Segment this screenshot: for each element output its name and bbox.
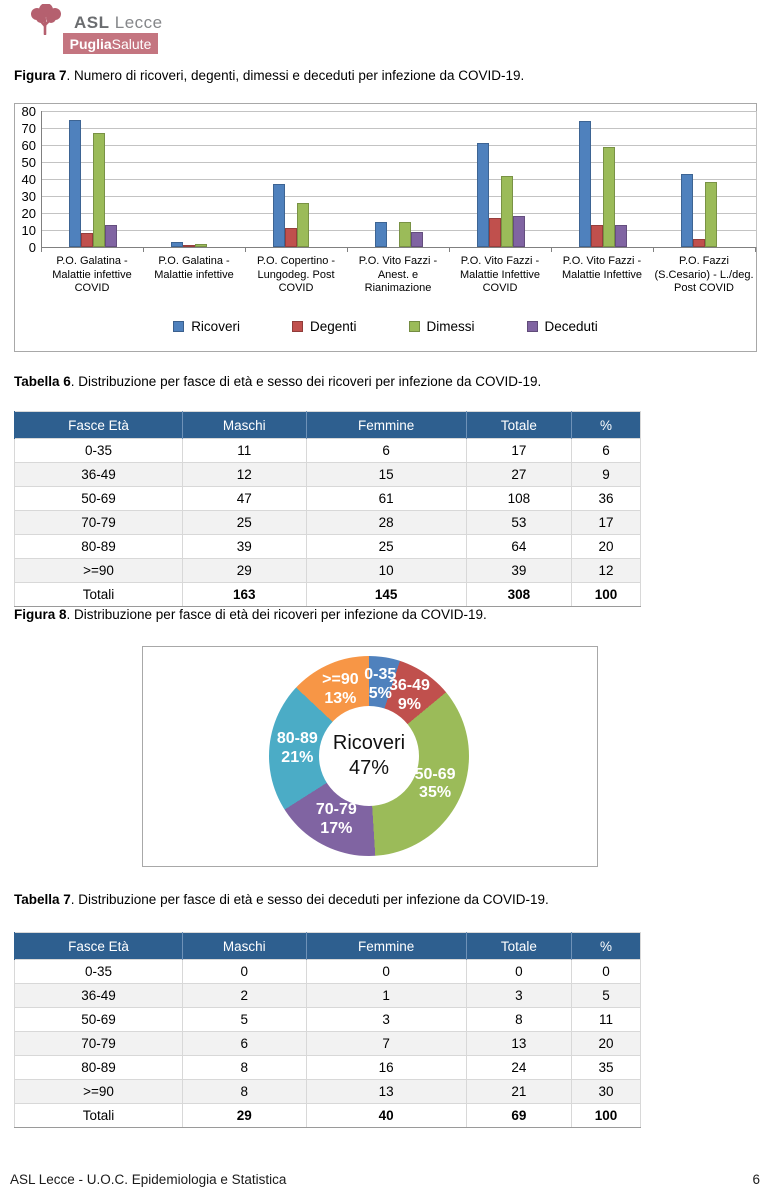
donut-center-title: Ricoveri [332, 732, 406, 754]
bar-degenti [591, 225, 603, 247]
bar-dimessi [603, 147, 615, 247]
table-cell: 53 [466, 511, 571, 535]
brand-lecce: Lecce [114, 13, 163, 32]
tabella7-caption-label: Tabella 7 [14, 892, 71, 907]
bar-ricoveri [681, 174, 693, 247]
y-axis-tick-label: 20 [21, 205, 36, 221]
table-cell: 29 [183, 1104, 307, 1128]
brand-asl: ASL [74, 13, 110, 32]
legend-item [527, 319, 598, 334]
slice-percent: 5% [368, 684, 392, 702]
table-header-cell: % [572, 933, 641, 960]
slice-percent: 9% [397, 696, 422, 714]
table-cell: 30 [572, 1080, 641, 1104]
slice-percent: 21% [281, 749, 314, 767]
bar-deceduti [105, 225, 117, 247]
bar-degenti [183, 245, 195, 247]
table-cell: 0 [306, 960, 466, 984]
table-cell: 308 [466, 583, 571, 607]
table-cell: >=90 [15, 1080, 183, 1104]
bar-dimessi [297, 203, 309, 247]
table-cell: 12 [572, 559, 641, 583]
slice-name: 70-79 [315, 801, 357, 819]
legend-label: Dimessi [426, 319, 475, 334]
table-cell: 6 [306, 439, 466, 463]
table-row [15, 1008, 641, 1032]
bar-x-axis-ticks [41, 248, 756, 252]
table-cell: 64 [466, 535, 571, 559]
asl-tree-logo-icon [24, 4, 68, 35]
x-axis-category-label: P.O. Fazzi (S.Cesario) - L./deg. Post COVID [654, 255, 754, 294]
figura7-caption-label: Figura 7 [14, 68, 67, 83]
x-axis-category-label: P.O. Galatina - Malattie infettive COVID [52, 255, 132, 294]
bar-x-axis-labels [41, 255, 755, 296]
bar-dimessi [195, 244, 207, 247]
table-row [15, 439, 641, 463]
legend-swatch-icon [527, 321, 538, 332]
table-row [15, 1056, 641, 1080]
table-cell: 145 [306, 583, 466, 607]
table-row [15, 559, 641, 583]
asl-lecce-logo [24, 4, 204, 54]
table-cell: 16 [306, 1056, 466, 1080]
table-cell: 5 [572, 984, 641, 1008]
bar-deceduti [411, 232, 423, 247]
table-header-cell: Maschi [183, 933, 307, 960]
page-number: 6 [752, 1172, 760, 1187]
table-cell: 0 [183, 960, 307, 984]
table-header-cell: Femmine [306, 412, 466, 439]
y-axis-tick-label: 60 [21, 137, 36, 153]
table-cell: 0-35 [15, 960, 183, 984]
table-header-row [15, 933, 641, 960]
table-header-cell: Maschi [183, 412, 307, 439]
donut-slice-label [322, 671, 358, 709]
table-cell: 15 [306, 463, 466, 487]
table-cell: 17 [572, 511, 641, 535]
table-cell: 36 [572, 487, 641, 511]
slice-percent: 35% [419, 784, 452, 802]
table-cell: 70-79 [15, 1032, 183, 1056]
table-cell: 9 [572, 463, 641, 487]
table-cell: Totali [15, 1104, 183, 1128]
axis-tick [552, 248, 654, 252]
bar-deceduti [513, 216, 525, 247]
slice-name: 36-49 [389, 677, 430, 695]
table-cell: 163 [183, 583, 307, 607]
bar-group [654, 111, 756, 247]
bar-degenti [693, 239, 705, 248]
bar-chart-legend [15, 319, 756, 334]
slice-percent: 13% [324, 689, 357, 707]
table-cell: 24 [466, 1056, 571, 1080]
x-axis-category-label: P.O. Copertino - Lungodeg. Post COVID [256, 255, 336, 294]
table-cell: 28 [306, 511, 466, 535]
donut-slice-label [415, 766, 456, 804]
donut-center-value: 47% [348, 757, 390, 779]
table-cell: 21 [466, 1080, 571, 1104]
table-cell: 10 [306, 559, 466, 583]
table-cell: 39 [183, 535, 307, 559]
slice-name: 80-89 [276, 730, 318, 748]
donut-ring [269, 656, 469, 856]
legend-swatch-icon [292, 321, 303, 332]
slice-name: 0-35 [364, 666, 397, 683]
figura8-donut-chart [142, 646, 598, 867]
table-cell: 47 [183, 487, 307, 511]
table-totals-row [15, 1104, 641, 1128]
table-row [15, 535, 641, 559]
bar-degenti [285, 228, 297, 247]
table-cell: 0 [572, 960, 641, 984]
bar-dimessi [705, 182, 717, 247]
brand-title [74, 13, 163, 33]
y-axis-tick-label: 0 [28, 239, 36, 255]
table-cell: 6 [183, 1032, 307, 1056]
table-cell: 3 [466, 984, 571, 1008]
table-row [15, 1032, 641, 1056]
table-header-cell: % [572, 412, 641, 439]
figura7-caption [14, 68, 759, 83]
table-cell: 29 [183, 559, 307, 583]
table-cell: 8 [183, 1080, 307, 1104]
table-cell: 8 [466, 1008, 571, 1032]
table-cell: 20 [572, 1032, 641, 1056]
x-axis-category-label: P.O. Galatina - Malattie infettive [154, 255, 234, 281]
bar-ricoveri [69, 120, 81, 248]
bar-ricoveri [579, 121, 591, 247]
legend-item [409, 319, 475, 334]
y-axis-tick-label: 70 [21, 120, 36, 136]
table-cell: 27 [466, 463, 571, 487]
table-cell: 70-79 [15, 511, 183, 535]
bar-degenti [81, 233, 93, 247]
y-axis-tick-label: 30 [21, 188, 36, 204]
legend-swatch-icon [409, 321, 420, 332]
bar-y-axis [15, 104, 38, 264]
table-cell: 5 [183, 1008, 307, 1032]
axis-tick [42, 248, 144, 252]
x-axis-category-label: P.O. Vito Fazzi - Malattie Infettive [561, 255, 643, 281]
table-header-cell: Fasce Età [15, 412, 183, 439]
figura7-bar-chart [14, 103, 757, 352]
table-cell: 8 [183, 1056, 307, 1080]
donut-slice-label [316, 801, 357, 839]
legend-item [292, 319, 357, 334]
axis-tick [144, 248, 246, 252]
table-header-row [15, 412, 641, 439]
legend-label: Deceduti [544, 319, 598, 334]
bar-ricoveri [375, 222, 387, 248]
tabella6-table [14, 411, 641, 607]
x-axis-category-label: P.O. Vito Fazzi - Anest. e Rianimazione [358, 255, 438, 294]
figura8-caption [14, 607, 759, 622]
table-cell: 11 [572, 1008, 641, 1032]
figura7-caption-text: . Numero di ricoveri, degenti, dimessi e deceduti per infezione da COVID-19. [66, 68, 525, 83]
table-row [15, 487, 641, 511]
table-cell: Totali [15, 583, 183, 607]
bar-ricoveri [477, 143, 489, 247]
table-cell: 0-35 [15, 439, 183, 463]
bar-group [144, 111, 246, 247]
table-row [15, 463, 641, 487]
footer-text: ASL Lecce - U.O.C. Epidemiologia e Statistica [10, 1172, 287, 1187]
table-cell: 50-69 [15, 487, 183, 511]
slice-name: 50-69 [414, 765, 456, 783]
table-cell: 100 [572, 1104, 641, 1128]
table-header-cell: Fasce Età [15, 933, 183, 960]
legend-swatch-icon [173, 321, 184, 332]
bar-plot [41, 111, 757, 248]
tabella6-caption-text: . Distribuzione per fasce di età e sesso dei ricoveri per infezione da COVID-19. [70, 374, 542, 389]
bar-dimessi [399, 222, 411, 248]
slice-name: >=90 [322, 671, 359, 689]
tabella7-table [14, 932, 641, 1128]
table-cell: 80-89 [15, 535, 183, 559]
puglia-salute-badge [63, 33, 158, 54]
table-cell: >=90 [15, 559, 183, 583]
donut-slice-label [389, 678, 430, 716]
table-cell: 36-49 [15, 984, 183, 1008]
table-cell: 61 [306, 487, 466, 511]
table-cell: 0 [466, 960, 571, 984]
table-cell: 80-89 [15, 1056, 183, 1080]
table-cell: 20 [572, 535, 641, 559]
bar-group [450, 111, 552, 247]
table-cell: 3 [306, 1008, 466, 1032]
table-cell: 69 [466, 1104, 571, 1128]
table-header-cell: Totale [466, 933, 571, 960]
bar-degenti [489, 218, 501, 247]
legend-label: Ricoveri [191, 319, 240, 334]
table-cell: 40 [306, 1104, 466, 1128]
badge-puglia: Puglia [69, 35, 112, 52]
bar-dimessi [501, 176, 513, 247]
table-row [15, 1080, 641, 1104]
table-cell: 7 [306, 1032, 466, 1056]
table-cell: 1 [306, 984, 466, 1008]
bar-deceduti [615, 225, 627, 247]
tabella7-caption [14, 892, 759, 907]
table-header-cell: Femmine [306, 933, 466, 960]
table-row [15, 511, 641, 535]
donut-slice-label [277, 730, 318, 768]
figura8-caption-label: Figura 8 [14, 607, 67, 622]
table-cell: 39 [466, 559, 571, 583]
axis-tick [246, 248, 348, 252]
bar-dimessi [93, 133, 105, 247]
y-axis-tick-label: 40 [21, 171, 36, 187]
table-cell: 25 [306, 535, 466, 559]
tabella6-caption [14, 374, 759, 389]
axis-tick [654, 248, 756, 252]
table-cell: 35 [572, 1056, 641, 1080]
table-cell: 13 [466, 1032, 571, 1056]
axis-tick [348, 248, 450, 252]
bar-group [348, 111, 450, 247]
bar-group [552, 111, 654, 247]
bar-group [42, 111, 144, 247]
table-cell: 36-49 [15, 463, 183, 487]
badge-salute: Salute [111, 35, 152, 52]
table-row [15, 960, 641, 984]
legend-label: Degenti [309, 319, 357, 334]
legend-item [173, 319, 240, 334]
table-cell: 6 [572, 439, 641, 463]
figura8-caption-text: . Distribuzione per fasce di età dei ricoveri per infezione da COVID-19. [66, 607, 487, 622]
table-cell: 100 [572, 583, 641, 607]
bar-ricoveri [171, 242, 183, 247]
table-header-cell: Totale [466, 412, 571, 439]
donut-center-label [319, 706, 419, 806]
table-cell: 11 [183, 439, 307, 463]
table-cell: 50-69 [15, 1008, 183, 1032]
table-totals-row [15, 583, 641, 607]
page-footer [10, 1172, 760, 1187]
y-axis-tick-label: 50 [21, 154, 36, 170]
tabella7-caption-text: . Distribuzione per fasce di età e sesso dei deceduti per infezione da COVID-19. [70, 892, 549, 907]
y-axis-tick-label: 10 [21, 222, 36, 238]
tabella6-caption-label: Tabella 6 [14, 374, 71, 389]
table-cell: 17 [466, 439, 571, 463]
axis-tick [450, 248, 552, 252]
bar-ricoveri [273, 184, 285, 247]
table-cell: 108 [466, 487, 571, 511]
y-axis-tick-label: 80 [21, 103, 36, 119]
bar-group [246, 111, 348, 247]
x-axis-category-label: P.O. Vito Fazzi - Malattie Infettive COVID [459, 255, 541, 294]
slice-percent: 17% [320, 820, 353, 838]
table-cell: 13 [306, 1080, 466, 1104]
table-cell: 12 [183, 463, 307, 487]
table-cell: 2 [183, 984, 307, 1008]
table-row [15, 984, 641, 1008]
table-cell: 25 [183, 511, 307, 535]
